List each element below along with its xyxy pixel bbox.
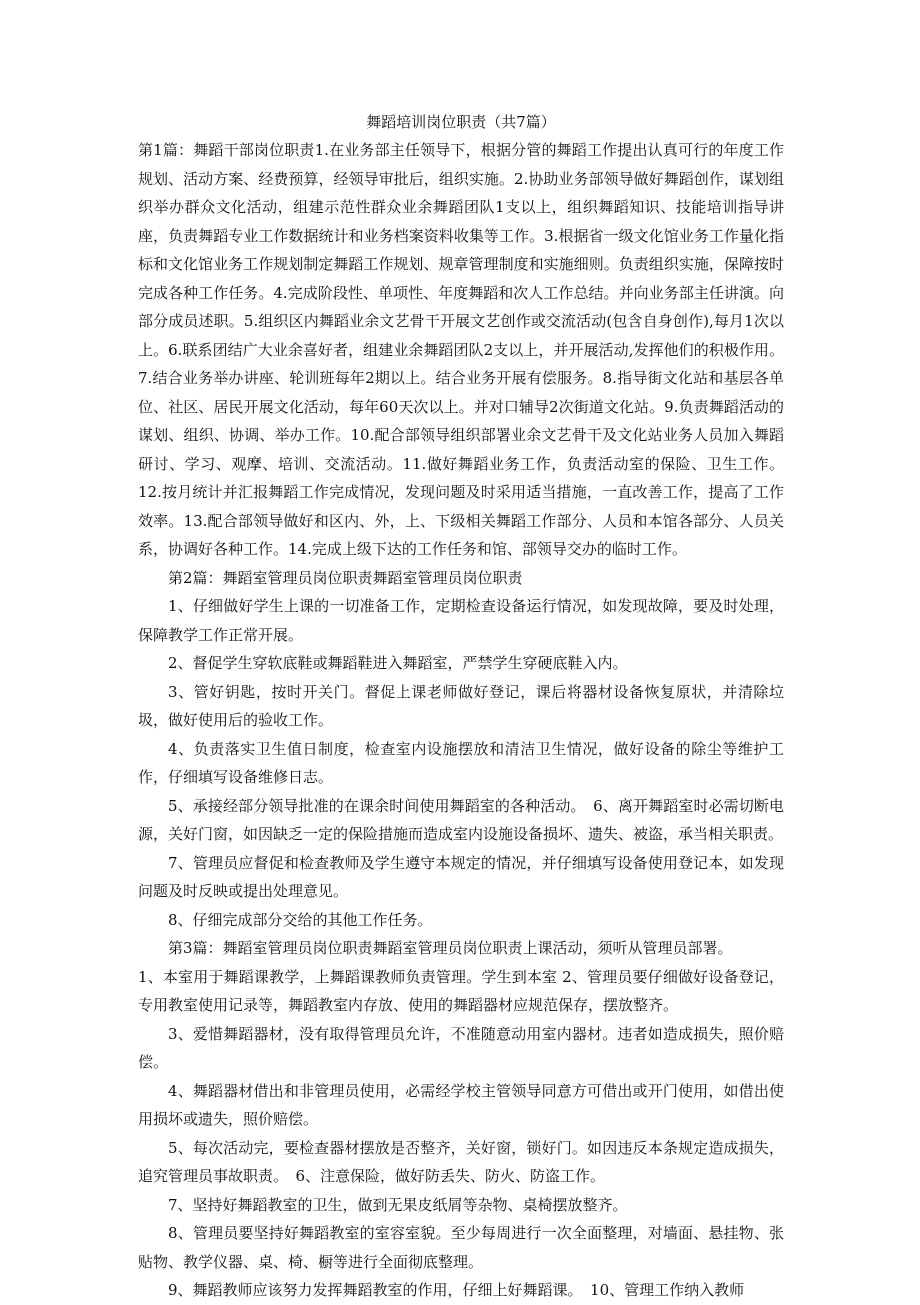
article-2-item-7: 7、管理员应督促和检查教师及学生遵守本规定的情况，并仔细填写设备使用登记本，如发现问题及时反映或提出处理意见。 (138, 853, 784, 900)
article-3-item-4: 4、舞蹈器材借出和非管理员使用，必需经学校主管领导同意方可借出或开门使用，如借出使用损坏或遗失，照价赔偿。 (138, 1081, 784, 1128)
article-1-body: 第1篇：舞蹈干部岗位职责1.在业务部主任领导下，根据分管的舞蹈工作提出认真可行的年度工作规划、活动方案、经费预算，经领导审批后，组织实施。2.协助业务部领导做好舞蹈创作，谋划组织举办群众文化活动，组建示范性群众业余舞蹈团队1支以上，组织舞蹈知识、技能培训指导讲座，负责舞蹈专业工作数据统计和业务档案资料收集等工作。3.根据省一级文化馆业务工作量化指标和文化馆业务工作规划制定舞蹈工作规划、规章管理制度和实施细则。负责组织实施，保障按时完成各种工作任务。4.完成阶段性、单项性、年度舞蹈和次人工作总结。并向业务部主任讲演。向部分成员述职。5.组织区内舞蹈业余文艺骨干开展文艺创作或交流活动(包含自身创作),每月1次以上。6.联系团结广大业余喜好者，组建业余舞蹈团队2支以上，并开展活动,发挥他们的积极作用。7.结合业务举办讲座、轮训班每年2期以上。结合业务开展有偿服务。8.指导街文化站和基层各单位、社区、居民开展文化活动，每年60天次以上。并对口辅导2次街道文化站。9.负责舞蹈活动的谋划、组织、协调、举办工作。10.配合部领导组织部署业余文艺骨干及文化站业务人员加入舞蹈研讨、学习、观摩、培训、交流活动。11.做好舞蹈业务工作，负责活动室的保险、卫生工作。12.按月统计并汇报舞蹈工作完成情况，发现问题及时采用适当措施，一直改善工作，提高了工作效率。13.配合部领导做好和区内、外，上、下级相关舞蹈工作部分、人员和本馆各部分、人员关系，协调好各种工作。14.完成上级下达的工作任务和馆、部领导交办的临时工作。 (138, 141, 784, 558)
article-2-item-2: 2、督促学生穿软底鞋或舞蹈鞋进入舞蹈室，严禁学生穿硬底鞋入内。 (168, 654, 628, 672)
article-3-item-8: 8、管理员要坚持好舞蹈教室的室容室貌。至少每周进行一次全面整理，对墙面、悬挂物、张贴物、教学仪器、桌、椅、橱等进行全面彻底整理。 (138, 1224, 784, 1271)
article-2-item-8: 8、仔细完成部分交给的其他工作任务。 (168, 910, 433, 929)
article-2-item-5-6: 5、承接经部分领导批准的在课余时间使用舞蹈室的各种活动。 6、离开舞蹈室时必需切断电源，关好门窗，如因缺乏一定的保险措施而造成室内设施设备损坏、遗失、被盗，承当相关职责。 (138, 796, 784, 843)
document-page (138, 108, 784, 1305)
article-2-item-1: 1、仔细做好学生上课的一切准备工作，定期检查设备运行情况，如发现故障，要及时处理，保障教学工作正常开展。 (138, 597, 784, 644)
document-title: 舞蹈培训岗位职责（共7篇） (366, 113, 556, 131)
article-3-item-1-2: 1、本室用于舞蹈课教学，上舞蹈课教师负责管理。学生到本室 2、管理员要仔细做好设备登记，专用教室使用记录等，舞蹈教室内存放、使用的舞蹈器材应规范保存，摆放整齐。 (138, 967, 784, 1014)
article-3-heading: 第3篇：舞蹈室管理员岗位职责舞蹈室管理员岗位职责上课活动，须听从管理员部署。 (168, 939, 733, 957)
article-2-item-3: 3、管好钥匙，按时开关门。督促上课老师做好登记，课后将器材设备恢复原状，并清除垃圾，做好使用后的验收工作。 (138, 682, 784, 729)
article-3-item-3: 3、爱惜舞蹈器材，没有取得管理员允许，不准随意动用室内器材。违者如造成损失，照价赔偿。 (138, 1024, 784, 1071)
article-2-item-4: 4、负责落实卫生值日制度，检查室内设施摆放和清洁卫生情况，做好设备的除尘等维护工作，仔细填写设备维修日志。 (138, 739, 784, 786)
article-3-item-5-6: 5、每次活动完，要检查器材摆放是否整齐，关好窗，锁好门。如因违反本条规定造成损失，追究管理员事故职责。 6、注意保险，做好防丢失、防火、防盗工作。 (138, 1138, 784, 1185)
article-3-item-9-10: 9、舞蹈教师应该努力发挥舞蹈教室的作用，仔细上好舞蹈课。 10、管理工作纳入教师 (168, 1281, 745, 1299)
article-2-heading: 第2篇：舞蹈室管理员岗位职责舞蹈室管理员岗位职责 (168, 568, 523, 587)
article-3-item-7: 7、坚持好舞蹈教室的卫生，做到无果皮纸屑等杂物、桌椅摆放整齐。 (168, 1195, 628, 1214)
